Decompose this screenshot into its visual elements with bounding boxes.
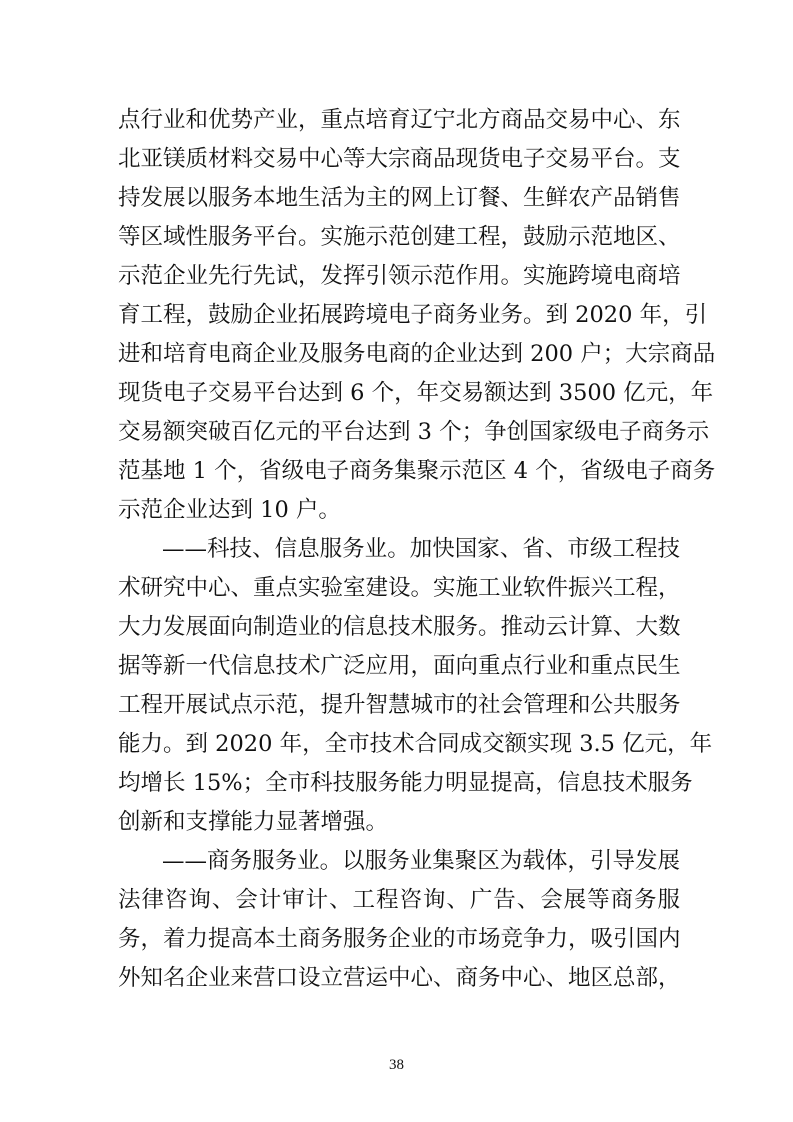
page-number: 38 [389,1057,404,1073]
text-line: 交易额突破百亿元的平台达到 3 个；争创国家级电子商务示 [118,419,710,445]
text-line: 示范企业先行先试，发挥引领示范作用。实施跨境电商培 [118,263,681,289]
text-line: 工程开展试点示范，提升智慧城市的社会管理和公共服务 [118,692,681,718]
text-line: 术研究中心、重点实验室建设。实施工业软件振兴工程， [118,575,681,601]
text-line: 等区域性服务平台。实施示范创建工程，鼓励示范地区、 [118,224,681,250]
section-heading-line: ——商务服务业。以服务业集聚区为载体，引导发展 [162,848,680,874]
text-line: 现货电子交易平台达到 6 个，年交易额达到 3500 亿元，年 [118,380,714,406]
text-line: 点行业和优势产业，重点培育辽宁北方商品交易中心、东 [118,107,681,133]
text-line: 外知名企业来营口设立营运中心、商务中心、地区总部， [118,965,681,991]
text-line: 范基地 1 个，省级电子商务集聚示范区 4 个，省级电子商务 [118,458,716,484]
text-line: 北亚镁质材料交易中心等大宗商品现货电子交易平台。支 [118,146,681,172]
section-heading-line: ——科技、信息服务业。加快国家、省、市级工程技 [162,536,680,562]
text-line: 务，着力提高本土商务服务企业的市场竞争力，吸引国内 [118,926,681,952]
text-line: 育工程，鼓励企业拓展跨境电子商务业务。到 2020 年，引 [118,302,708,328]
text-line: 能力。到 2020 年，全市技术合同成交额实现 3.5 亿元，年 [118,731,713,757]
text-line: 法律咨询、会计审计、工程咨询、广告、会展等商务服 [118,887,680,913]
text-line: 均增长 15%；全市科技服务能力明显提高，信息技术服务 [118,770,693,796]
text-line: 据等新一代信息技术广泛应用，面向重点行业和重点民生 [118,653,681,679]
text-line: 大力发展面向制造业的信息技术服务。推动云计算、大数 [118,614,681,640]
text-line: 持发展以服务本地生活为主的网上订餐、生鲜农产品销售 [118,185,681,211]
text-line: 示范企业达到 10 户。 [118,497,341,523]
text-line: 创新和支撑能力显著增强。 [118,809,389,835]
text-line: 进和培育电商企业及服务电商的企业达到 200 户；大宗商品 [118,341,716,367]
